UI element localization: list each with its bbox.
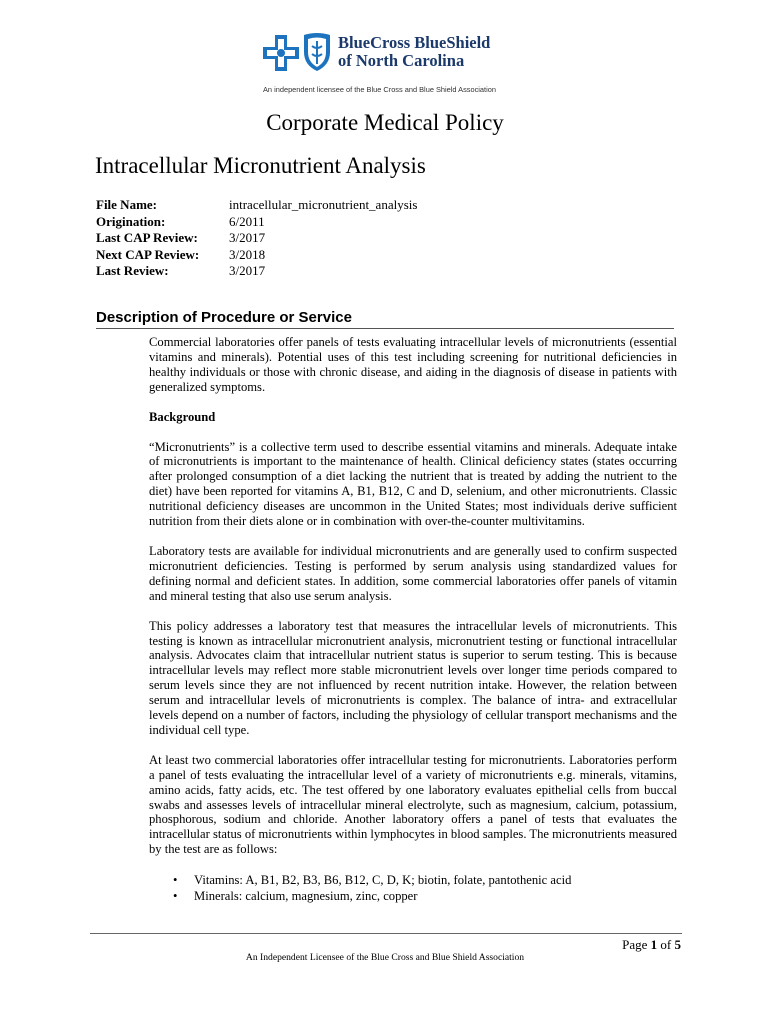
section-body [149,335,677,904]
bcbs-logo [262,30,522,98]
bullet-icon: • [173,873,178,888]
list-item-text: Minerals: calcium, magnesium, zinc, copper [194,889,418,904]
meta-label: File Name: [96,197,158,212]
policy-metadata [96,197,417,280]
meta-row-file-name [96,197,417,214]
brand-line-1: BlueCross BlueShield [338,33,491,52]
bullet-icon: • [173,889,178,904]
body-paragraph: At least two commercial laboratories offer intracellular testing for micronutrients. Laboratories perform a panel of tests evaluating the intracellular level of a variety of micronutrients e.g. minerals, vitamins, amino acids, fatty acids, etc. The test offered by one laboratory evaluates epithelial cells from buccal swabs and assesses levels of intracellular mineral electrolyte, such as magnesium, calcium, potassium, phosphorous, sodium and chloride. Another laboratory offers a panel of tests that evaluates the intracellular status of micronutrients within lymphocytes in blood samples. The micronutrients measured by the test are as follows: [149,752,677,857]
section-divider [96,328,674,329]
meta-value: 3/2017 [229,230,266,245]
document-title: Intracellular Micronutrient Analysis [95,153,426,178]
meta-row-last-review [96,263,417,280]
meta-value: 3/2017 [229,263,266,278]
meta-value: 3/2018 [229,246,266,262]
blue-shield-icon [302,32,332,72]
meta-row-last-cap-review [96,230,417,247]
page-prefix: Page [622,937,648,952]
meta-label: Next CAP Review: [96,246,200,262]
brand-line-2: of North Carolina [338,51,465,70]
meta-row-origination [96,214,417,231]
meta-value: intracellular_micronutrient_analysis [229,197,418,212]
meta-label: Last CAP Review: [96,230,198,245]
page-total: 5 [674,937,681,952]
body-paragraph: “Micronutrients” is a collective term used to describe essential vitamins and minerals. Adequate intake of micronutrients is important to the maintenance of health. Clinical deficiency states (states occurring after prolonged consumption of a diet lacking the nutrient that is treated by adding the nutrient to the diet) have been reported for vitamins A, B1, B12, C and D, selenium, and other micronutrients. Classic nutritional deficiency diseases are uncommon in the United States; most individuals derive sufficient nutrition from their diets alone or in combination with over-the-counter multivitamins. [149,439,677,529]
blue-cross-icon [262,34,300,72]
intro-paragraph: Commercial laboratories offer panels of tests evaluating intracellular levels of micronutrients (essential vitamins and minerals). Potential uses of this test including screening for nutritional deficiencies in healthy individuals or those with chronic disease, and aiding in the diagnosis of disease in patients with generalized symptoms. [149,335,677,394]
meta-value: 6/2011 [229,213,265,229]
section-heading: Description of Procedure or Service [96,309,352,326]
page-number [622,937,681,953]
footer-divider [90,933,682,934]
meta-label: Origination: [96,213,166,229]
body-paragraph: Laboratory tests are available for individual micronutrients and are generally used to confirm suspected micronutrient deficiencies. Testing is performed by serum analysis using standardized values for defining normal and deficient states. In addition, some commercial laboratories offer panels of vitamin and mineral testing that also use serum analysis. [149,543,677,603]
list-item [173,888,677,904]
micronutrient-list [149,872,677,904]
subheading-background: Background [149,409,216,424]
brand-tagline: An independent licensee of the Blue Cross and Blue Shield Association [263,85,496,94]
meta-label: Last Review: [96,263,169,278]
page-of: of [660,937,672,952]
list-item [173,872,677,888]
footer-text: An Independent Licensee of the Blue Cross and Blue Shield Association [245,952,525,963]
corporate-title: Corporate Medical Policy [266,110,504,135]
brand-name [338,34,490,70]
page-current: 1 [650,937,658,952]
body-paragraph: This policy addresses a laboratory test that measures the intracellular levels of micronutrients. This testing is known as intracellular micronutrient analysis, micronutrient testing or functional intracellular analysis. Advocates claim that intracellular nutrient status is superior to serum testing. This is because intracellular levels may reflect more stable micronutrient levels over longer time periods compared to serum levels since they are not influenced by recent nutrition intake. However, the relation between serum and intracellular levels of micronutrients is complex. The balance of intra- and extracellular levels depend on a number of factors, including the physiology of cellular transport mechanisms and the individual cell type. [149,618,677,737]
list-item-text: Vitamins: A, B1, B2, B3, B6, B12, C, D, K; biotin, folate, pantothenic acid [194,873,572,888]
meta-row-next-cap-review [96,247,417,264]
